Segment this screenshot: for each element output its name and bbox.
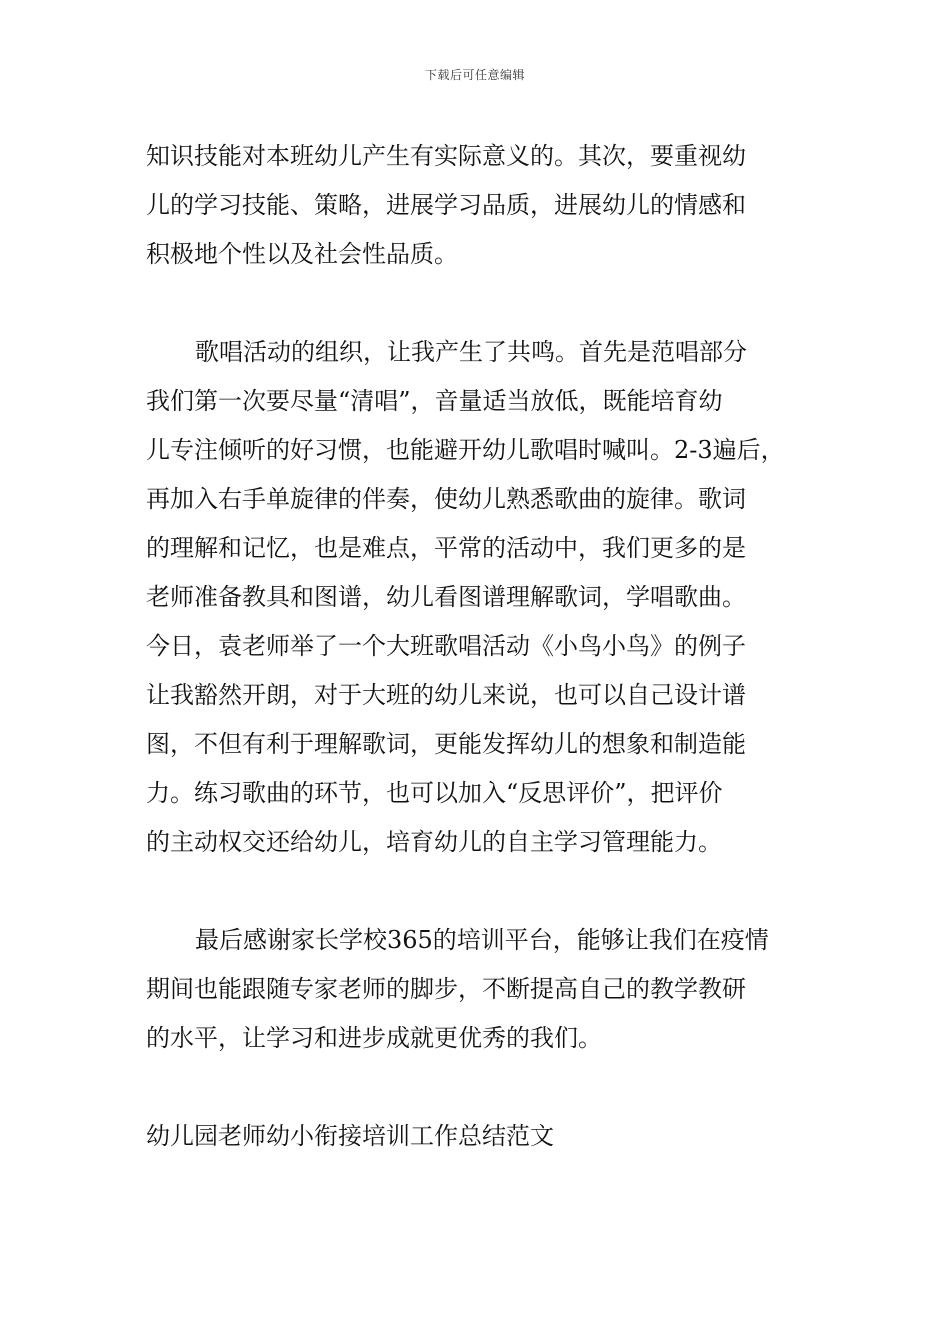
paragraph-line: 图，不但有利于理解歌词，更能发挥幼儿的想象和制造能 [146,730,746,758]
paragraph-line: 力。练习歌曲的环节，也可以加入“反思评价”，把评价 [146,779,723,807]
paragraph-line: 今日，袁老师举了一个大班歌唱活动《小鸟小鸟》的例子 [146,632,746,660]
paragraph-line: 的主动权交还给幼儿，培育幼儿的自主学习管理能力。 [146,828,722,856]
paragraph-1 [146,132,814,279]
paragraph-line: 积极地个性以及社会性品质。 [146,240,458,268]
section-title: 幼儿园老师幼小衔接培训工作总结范文 [146,1122,554,1150]
paragraph-line: 的理解和记忆，也是难点，平常的活动中，我们更多的是 [146,534,746,562]
paragraph-line: 儿的学习技能、策略，进展学习品质，进展幼儿的情感和 [146,191,746,219]
paragraph-line: 的水平，让学习和进步成就更优秀的我们。 [146,1024,602,1052]
paragraph-line: 老师准备教具和图谱，幼儿看图谱理解歌词，学唱歌曲。 [146,583,746,611]
paragraph-spacer [146,1063,814,1112]
paragraph-line: 再加入右手单旋律的伴奏，使幼儿熟悉歌曲的旋律。歌词 [146,485,746,513]
paragraph-line: 知识技能对本班幼儿产生有实际意义的。其次，要重视幼 [146,142,746,170]
paragraph-spacer [146,867,814,916]
paragraph-line: 期间也能跟随专家老师的脚步，不断提高自己的教学教研 [146,975,746,1003]
paragraph-line: 歌唱活动的组织，让我产生了共鸣。首先是范唱部分 [195,338,747,366]
paragraph-2 [146,328,814,867]
paragraph-line: 让我豁然开朗，对于大班的幼儿来说，也可以自己设计谱 [146,681,746,709]
paragraph-line: 我们第一次要尽量“清唱”，音量适当放低，既能培育幼 [146,387,723,415]
paragraph-line: 最后感谢家长学校365的培训平台，能够让我们在疫情 [195,926,769,954]
paragraph-line: 儿专注倾听的好习惯，也能避开幼儿歌唱时喊叫。2-3遍后， [146,436,785,464]
document-body [146,132,814,1161]
paragraph-3 [146,916,814,1063]
page-header: 下载后可任意编辑 [424,68,525,82]
paragraph-spacer [146,279,814,328]
